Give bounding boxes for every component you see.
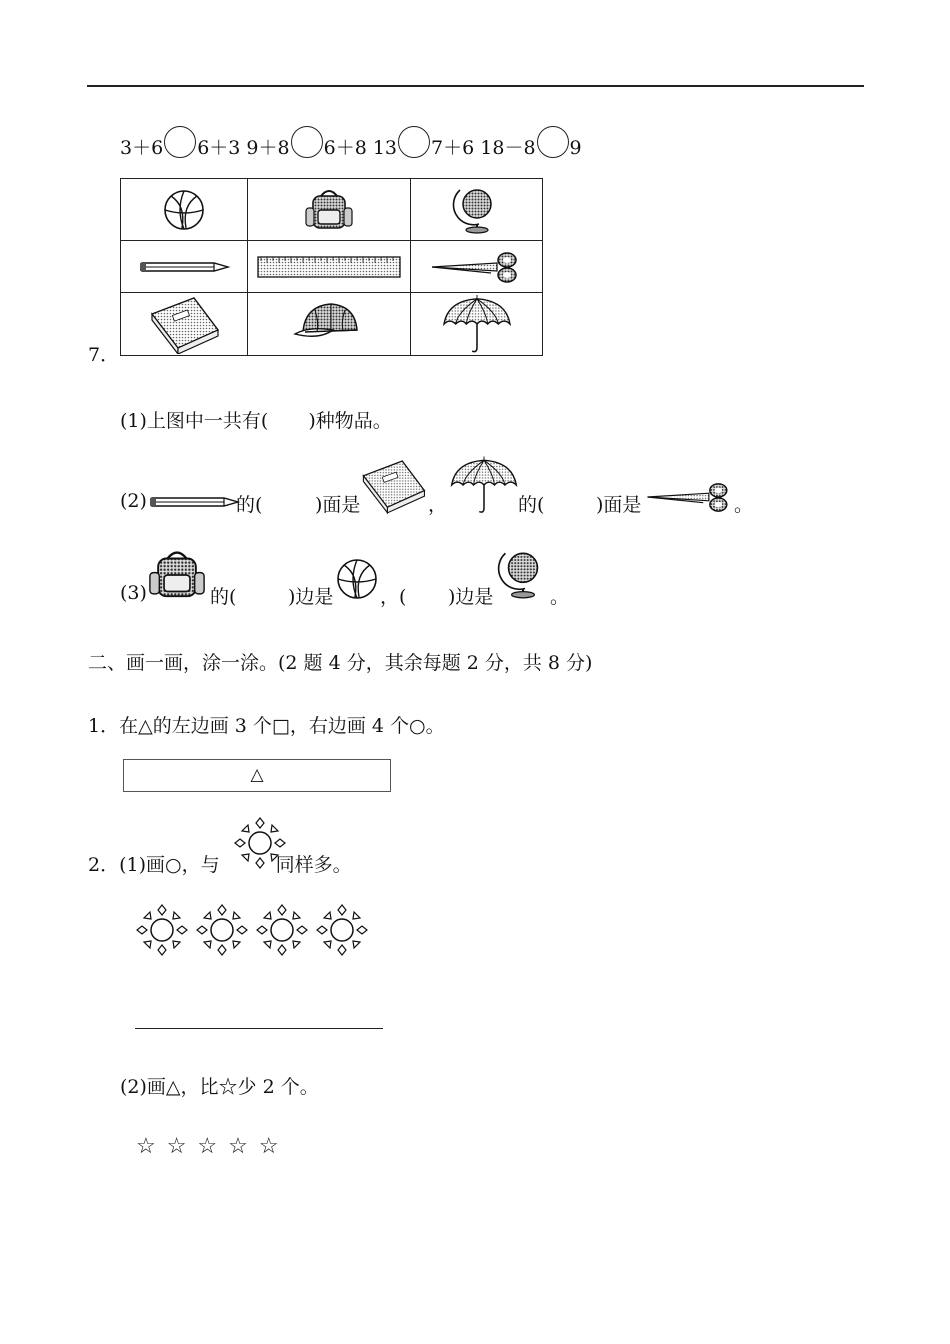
expr-1-right: 6＋3 [197, 137, 241, 159]
q7-3-text: 的( [210, 586, 237, 608]
question-2-part-2: (2)画△，比☆少 2 个。 [120, 1076, 319, 1098]
section-title: 二、画一画，涂一涂。(2 题 4 分，其余每题 2 分，共 8 分) [88, 652, 593, 674]
backpack-icon [248, 179, 411, 241]
pencil-icon [121, 241, 248, 293]
expr-1-left: 3＋6 [120, 137, 164, 159]
compare-row [120, 126, 582, 160]
compare-circle[interactable] [291, 126, 323, 158]
sun-icon [316, 904, 368, 956]
q7-2-comma: ， [428, 494, 448, 516]
compare-circle[interactable] [398, 126, 430, 158]
scissors-icon [642, 480, 738, 514]
q7-3-text: ，( [380, 586, 407, 608]
answer-line[interactable] [135, 1028, 383, 1029]
star-row: ☆ ☆ ☆ ☆ ☆ [136, 1134, 281, 1159]
compare-circle[interactable] [537, 126, 569, 158]
q7-2-text: )面是 [315, 494, 361, 516]
q7-part-2 [120, 456, 754, 546]
drawing-box[interactable] [123, 759, 391, 792]
book-icon [356, 456, 430, 516]
sun-icon [196, 904, 248, 956]
expr-4-right: 9 [569, 137, 582, 159]
q7-2-label: (2) [120, 490, 147, 512]
question-number: 7． [88, 344, 120, 366]
q2-1-text-end: 同样多。 [275, 854, 352, 876]
q7-3-text: )边是 [448, 586, 494, 608]
cap-icon [248, 293, 411, 356]
basketball-icon [334, 556, 380, 602]
q7-part-3 [120, 540, 570, 610]
q7-2-text: 的( [518, 494, 545, 516]
q7-3-text: )边是 [288, 586, 334, 608]
backpack-icon [144, 544, 210, 606]
expr-2-left: 9＋8 [246, 137, 290, 159]
expr-3-left: 13 [372, 137, 398, 159]
globe-icon [411, 179, 543, 241]
header-rule [87, 85, 864, 87]
pencil-icon [148, 494, 240, 510]
question-1: 1．在△的左边画 3 个□，右边画 4 个○。 [88, 715, 445, 737]
q7-1-text-end: )种物品。 [308, 410, 392, 432]
scissors-icon [411, 241, 543, 293]
book-icon [121, 293, 248, 356]
q7-3-label: (3) [120, 582, 147, 604]
q7-2-text: 的( [236, 494, 263, 516]
question-2-part-1 [88, 850, 352, 877]
sun-icon [136, 904, 188, 956]
basketball-icon [121, 179, 248, 241]
items-grid [120, 178, 543, 356]
compare-circle[interactable] [164, 126, 196, 158]
expr-4-left: 18－8 [480, 137, 536, 159]
umbrella-icon [446, 454, 522, 516]
sun-row [136, 904, 376, 958]
q7-2-text: )面是 [596, 494, 642, 516]
q2-1-text: 2．(1)画○，与 [88, 854, 220, 876]
globe-icon [494, 542, 552, 606]
q7-3-period: 。 [550, 586, 570, 608]
sun-icon [233, 816, 287, 870]
sun-icon [256, 904, 308, 956]
expr-2-right: 6＋8 [323, 137, 367, 159]
expr-3-right: 7＋6 [431, 137, 475, 159]
q7-part-1 [120, 406, 392, 433]
q7-2-period: 。 [734, 494, 754, 516]
triangle-symbol: △ [250, 765, 264, 785]
umbrella-icon [411, 293, 543, 356]
q7-1-text: (1)上图中一共有( [120, 410, 269, 432]
ruler-icon [248, 241, 411, 293]
